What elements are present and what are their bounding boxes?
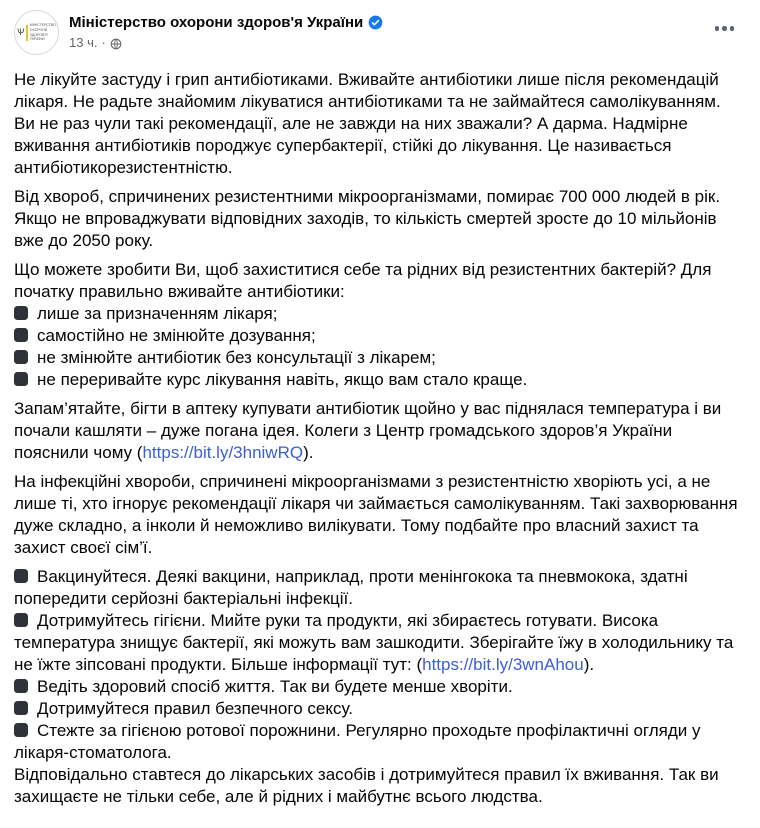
bitly-link-2[interactable]: https://bit.ly/3wnAhou: [422, 655, 584, 674]
antibiotic-rules-list: [14, 303, 745, 391]
black-square-bullet-icon: [14, 613, 28, 627]
header-info: [69, 10, 383, 51]
paragraph-pharmacy-warning: [14, 398, 745, 464]
black-square-bullet-icon: [14, 328, 28, 342]
logo-text-line: МІНІСТЕРСТВО: [29, 23, 56, 28]
verified-badge-icon: [368, 15, 383, 30]
black-square-bullet-icon: [14, 350, 28, 364]
more-options-dot: [722, 26, 727, 31]
post-header: [14, 10, 745, 55]
list-item-text: Стежте за гігієною ротової порожнини. Регулярно проходьте профілактичні огляди у лікаря-стоматолога.: [14, 721, 701, 762]
list-item-text: не змінюйте антибіотик без консультації з лікарем;: [37, 348, 436, 367]
list-item-text: самостійно не змінюйте дозування;: [37, 326, 316, 345]
paragraph-what-you-can-do: Що можете зробити Ви, щоб захиститися себе та рідних від резистентних бактерій? Для початку правильно вживайте антибіотики:: [14, 260, 712, 301]
paragraph-closing: Відповідально ставтеся до лікарських засобів і дотримуйтеся правил їх вживання. Так ви захищаєте не тільки себе, але й рідних і майбутнє всього людства.: [14, 765, 719, 806]
paragraph-text: Запам’ятайте, бігти в аптеку купувати антибіотик щойно у вас піднялася температура і ви почали кашляти – дуже погана ідея. Колеги з Центр громадського здоров’я України пояснили чому (: [14, 399, 722, 462]
list-item-text: ).: [583, 655, 595, 674]
post-meta: [69, 35, 383, 51]
black-square-bullet-icon: [14, 569, 28, 583]
meta-separator: ·: [101, 35, 106, 50]
list-item: [14, 610, 745, 676]
list-item-text: Дотримуйтеся правил безпечного сексу.: [37, 699, 353, 718]
logo-text-line: УКРАЇНИ: [29, 37, 45, 42]
black-square-bullet-icon: [14, 701, 28, 715]
more-options-dot: [730, 26, 735, 31]
paragraph-intro-antibiotics: Не лікуйте застуду і грип антибіотиками. Вживайте антибіотики лише після рекомендацій лікаря. Не радьте знайомим лікуватися антибіотиками та не займайтеся самолікуванням. Ви не раз чули такі рекомендації, але не завжди на них зважали? А дарма. Надмірне вживання антибіотиків породжує супербактерії, стійкі до лікування. Це називається антибіотикорезистентністю.: [14, 70, 721, 177]
moz-logo: [17, 23, 56, 41]
list-item: [14, 347, 745, 369]
list-item-text: Ведіть здоровий спосіб життя. Так ви будете менше хворіти.: [37, 677, 513, 696]
post-text: [14, 69, 745, 808]
list-item-text: Вакцинуйтеся. Деякі вакцини, наприклад, проти менінгокока та пневмокока, здатні попередити серйозні бактеріальні інфекції.: [14, 567, 688, 608]
logo-text-line: ОХОРОНИ: [29, 27, 48, 32]
list-item: [14, 303, 745, 325]
logo-text-line: ЗДОРОВ'Я: [29, 32, 48, 37]
black-square-bullet-icon: [14, 679, 28, 693]
list-item: [14, 676, 745, 698]
logo-text: [30, 23, 56, 41]
black-square-bullet-icon: [14, 723, 28, 737]
page-avatar[interactable]: [14, 10, 59, 55]
list-item-text: не переривайте курс лікування навіть, якщо вам стало краще.: [37, 370, 528, 389]
list-item: [14, 698, 745, 720]
black-square-bullet-icon: [14, 306, 28, 320]
paragraph-death-statistics: Від хвороб, спричинених резистентними мікроорганізмами, помирає 700 000 людей в рік. Якщо не впроваджувати відповідних заходів, то кількість смертей зросте до 10 мільйонів вже до 2050 року.: [14, 187, 721, 250]
list-item: [14, 720, 745, 764]
more-options-dot: [715, 26, 720, 31]
logo-divider: [26, 25, 28, 41]
black-square-bullet-icon: [14, 372, 28, 386]
paragraph-infection-risk: На інфекційні хвороби, спричинені мікроорганізмами з резистентністю хворіють усі, а не лише ті, хто ігнорує рекомендації лікаря чи займається самолікуванням. Такі захворювання дуже складно, а інколи й неможливо вилікувати. Тому подбайте про власний захист та захист своєї сім’ї.: [14, 472, 738, 557]
list-item-text: Дотримуйтесь гігієни. Мийте руки та продукти, які збираєтесь готувати. Висока температура знищує бактерії, які можуть вам зашкодити. Зберігайте їжу в холодильнику та не їжте зіпсовані продукти. Більше інформації тут: (: [14, 611, 734, 674]
list-item-text: лише за призначенням лікаря;: [37, 304, 278, 323]
protection-tips-list: [14, 566, 745, 764]
list-item: [14, 369, 745, 391]
more-options-button[interactable]: [713, 20, 737, 37]
list-item: [14, 566, 745, 610]
page-name-link[interactable]: Міністерство охорони здоров'я України: [69, 14, 364, 31]
globe-privacy-icon: [110, 38, 122, 50]
bitly-link-1[interactable]: https://bit.ly/3hniwRQ: [142, 443, 304, 462]
trident-icon: Ѱ: [17, 27, 25, 37]
timestamp-link[interactable]: 13 ч.: [69, 35, 98, 50]
paragraph-text: ).: [303, 443, 314, 462]
list-item: [14, 325, 745, 347]
